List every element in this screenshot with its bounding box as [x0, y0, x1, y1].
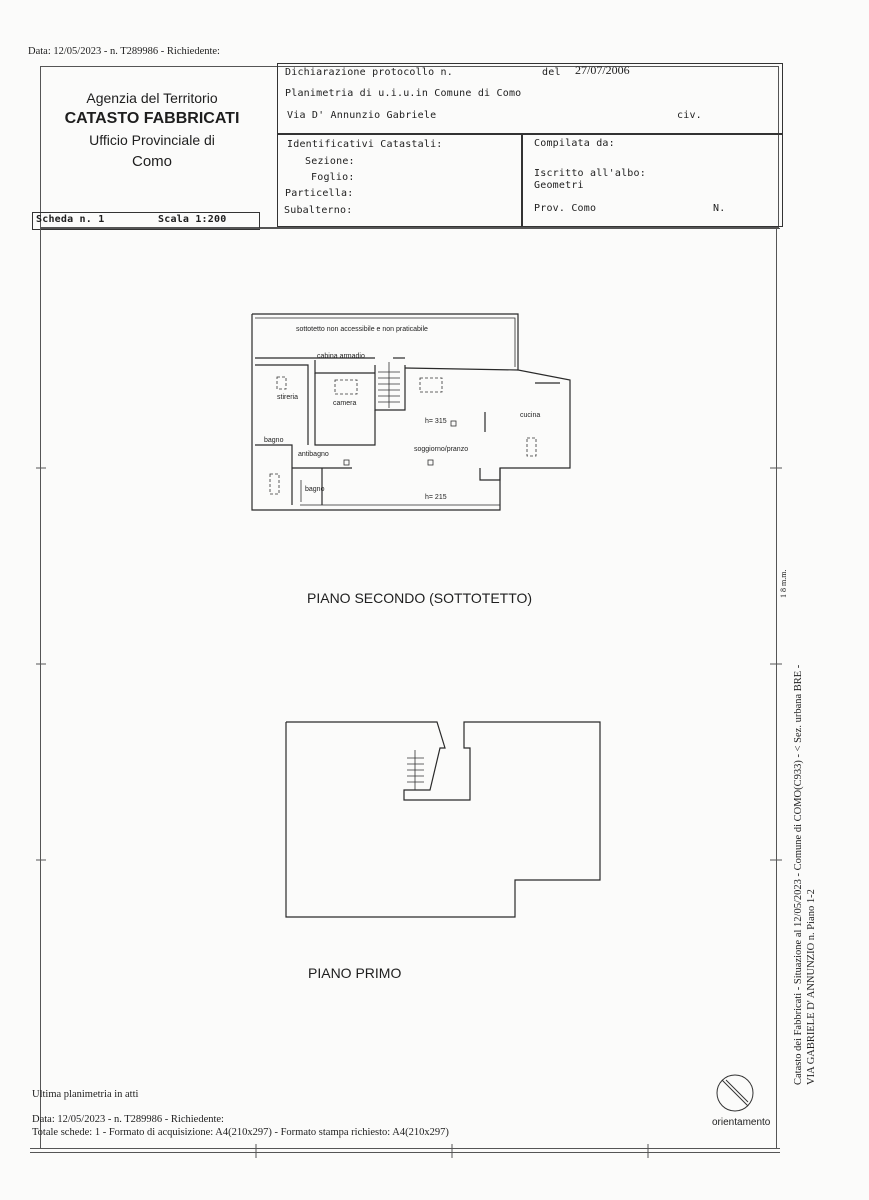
ultima-planimetria: Ultima planimetria in atti — [32, 1089, 139, 1100]
del-label: del — [542, 67, 561, 78]
via-label: Via D' Annunzio Gabriele — [287, 110, 437, 121]
n-label: N. — [713, 203, 726, 214]
foglio-label: Foglio: — [311, 172, 355, 183]
label-cucina: cucina — [520, 412, 541, 419]
civ-label: civ. — [677, 110, 702, 121]
side-stamp: 1 8 m.m. — [779, 569, 788, 598]
piano-secondo-title: PIANO SECONDO (SOTTOTETTO) — [307, 590, 533, 606]
label-h315: h= 315 — [425, 418, 447, 425]
ufficio-city: Como — [131, 153, 172, 170]
label-stireria: stireria — [277, 394, 299, 401]
dichiarazione-label: Dichiarazione protocollo n. — [285, 67, 453, 78]
agency-name: Agenzia del Territorio — [86, 90, 218, 106]
compass-icon — [717, 1075, 753, 1111]
orientamento-label: orientamento — [712, 1117, 771, 1128]
geometri-label: Geometri — [534, 180, 584, 191]
del-date: 27/07/2006 — [575, 63, 630, 77]
label-camera: camera — [333, 400, 357, 407]
scheda-label: Scheda n. 1 — [36, 214, 105, 225]
subalterno-label: Subalterno: — [284, 205, 353, 216]
footer-totale: Totale schede: 1 - Formato di acquisizione: A4(210x297) - Formato stampa richiesto: A4(210x297) — [32, 1127, 449, 1138]
iscritto-label: Iscritto all'albo: — [534, 168, 646, 179]
label-bagno-1: bagno — [264, 437, 284, 444]
prov-label: Prov. Como — [534, 203, 597, 214]
label-h215: h= 215 — [425, 494, 447, 501]
label-soggiorno: soggiorno/pranzo — [414, 446, 469, 453]
footer-data: Data: 12/05/2023 - n. T289986 - Richiedente: — [32, 1114, 224, 1125]
planimetria-label: Planimetria di u.i.u.in Comune di Como — [285, 88, 522, 99]
scheda-scale: Scala 1:200 — [158, 214, 227, 225]
side-text-situazione: Catasto dei Fabbricati - Situazione al 12/05/2023 - Comune di COMO(C933) - < Sez. urbana BRE - — [793, 664, 804, 1085]
ufficio-label: Ufficio Provinciale di — [89, 132, 215, 148]
label-cabina: cabina armadio — [317, 353, 365, 360]
label-antibagno: antibagno — [298, 451, 329, 458]
catasto-title: CATASTO FABBRICATI — [64, 110, 240, 127]
top-note: Data: 12/05/2023 - n. T289986 - Richiedente: — [28, 46, 220, 57]
side-text-via: VIA GABRIELE D' ANNUNZIO n. Piano 1-2 — [806, 889, 817, 1085]
label-bagno-2: bagno — [305, 486, 325, 493]
particella-label: Particella: — [285, 188, 354, 199]
piano-primo-outline — [286, 722, 600, 917]
label-sottotetto: sottotetto non accessibile e non praticabile — [296, 326, 428, 333]
compilata-title: Compilata da: — [534, 138, 615, 149]
piano-primo-title: PIANO PRIMO — [308, 965, 402, 981]
identificativi-title: Identificativi Catastali: — [287, 139, 443, 150]
sezione-label: Sezione: — [305, 156, 355, 167]
